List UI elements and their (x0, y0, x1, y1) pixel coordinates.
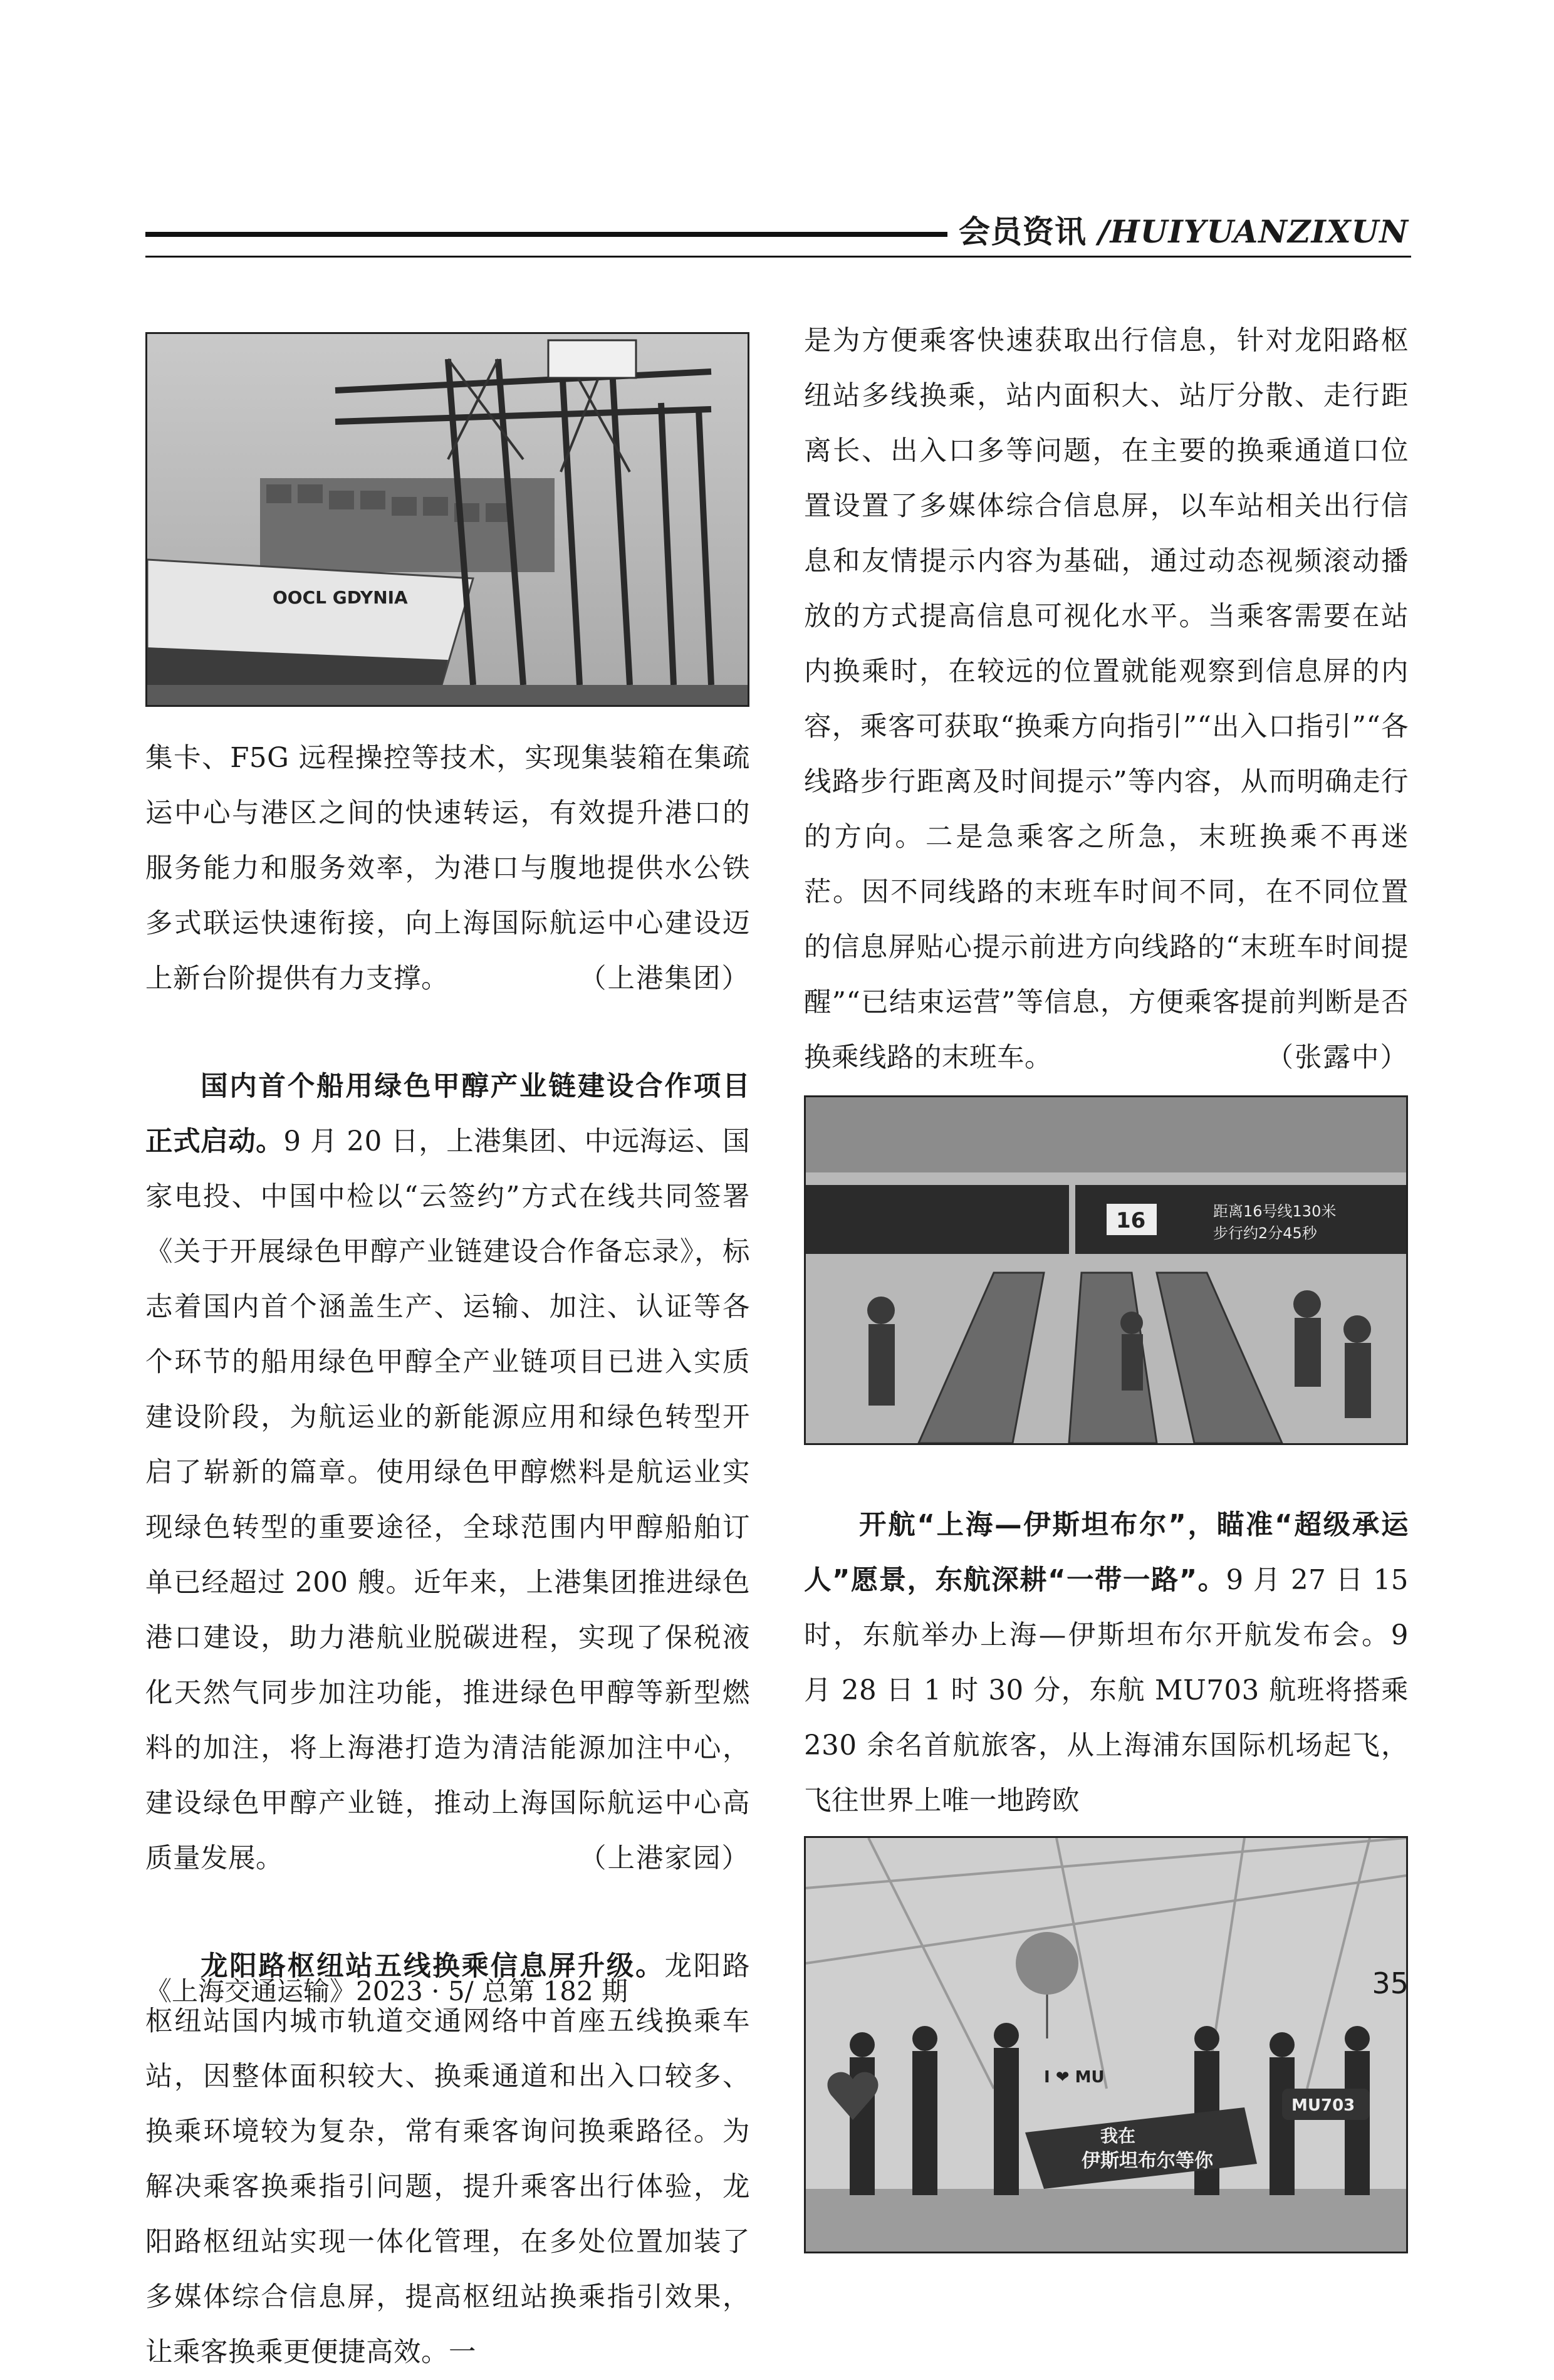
article-metro-continued-text: 是为方便乘客快速获取出行信息，针对龙阳路枢纽站多线换乘，站内面积大、站厅分散、走行距离长、出入口多等问题，在主要的换乘通道口位置设置了多媒体综合信息屏，以车站相关出行信息和友情提示内容为基础，通过动态视频滚动播放的方式提高信息可视化水平。当乘客需要在站内换乘时，在较远的位置就能观察到信息屏的内容，乘客可获取“换乘方向指引”“出入口指引”“各线路步行距离及时间提示”等内容，从而明确走行的方向。二是急乘客之所急，末班换乘不再迷茫。因不同线路的末班车时间不同，在不同位置的信息屏贴心提示前进方向线路的“末班车时间提醒”“已结束运营”等信息，方便乘客提前判断是否换乘线路的末班车。 (804, 325, 1409, 1073)
airline-photo (804, 1836, 1408, 2253)
article-metro-text: 龙阳路枢纽站国内城市轨道交通网络中首座五线换乘车站，因整体面积较大、换乘通道和出入口较多、换乘环境较为复杂，常有乘客询问换乘路径。为解决乘客换乘指引问题，提升乘客出行体验，龙阳路枢纽站实现一体化管理，在多处位置加装了多媒体综合信息屏，提高枢纽站换乘指引效果，让乘客换乘更便捷高效。一 (145, 1951, 751, 2368)
ship-name: OOCL GDYNIA (273, 587, 408, 608)
header-rule-thick (145, 232, 979, 237)
article-methanol-headline: 国内首个船用绿色甲醇产业链建设合作项目正式启动。 (145, 1071, 750, 1157)
header-rule-thin (145, 256, 1411, 258)
metro-photo (804, 1095, 1408, 1445)
article-metro-continued (804, 313, 1409, 1085)
section-title (947, 207, 1409, 252)
article-metro-headline: 龙阳路枢纽站五线换乘信息屏升级。 (201, 1951, 665, 1982)
article-airline-text: 9 月 27 日 15 时，东航举办上海—伊斯坦布尔开航发布会。9 月 28 日 1 时 30 分，东航 MU703 航班将搭乘 230 余名首航旅客，从上海浦东国际机场起飞，飞往世界上唯一地跨欧 (804, 1565, 1409, 1817)
airline-prop-flight: MU703 (1291, 2096, 1355, 2115)
metro-sign-distance: 距离16号线130米 (1213, 1203, 1337, 1220)
port-photo (145, 332, 749, 707)
source-2: （上港家园） (579, 1843, 750, 1874)
left-column (145, 332, 750, 2380)
port-illustration (147, 334, 748, 705)
airline-illustration (806, 1838, 1406, 2252)
metro-illustration (806, 1097, 1406, 1443)
article-methanol-text: 9 月 20 日，上港集团、中远海运、国家电投、中国中检以“云签约”方式在线共同签署《关于开展绿色甲醇产业链建设合作备忘录》，标志着国内首个涵盖生产、运输、加注、认证等各个环节的船用绿色甲醇全产业链项目已进入实质建设阶段，为航运业的新能源应用和绿色转型开启了崭新的篇章。使用绿色甲醇燃料是航运业实现绿色转型的重要途径，全球范围内甲醇船舶订单已经超过 200 艘。近年来，上港集团推进绿色港口建设，助力港航业脱碳进程，实现了保税液化天然气同步加注功能，推进绿色甲醇等新型燃料的加注，将上海港打造为清洁能源加注中心，建设绿色甲醇产业链，推动上海国际航运中心高质量发展。 (145, 1126, 750, 1874)
article-airline (804, 1498, 1409, 1829)
metro-sign-time: 步行约2分45秒 (1213, 1224, 1317, 1242)
right-column (804, 313, 1409, 2253)
source-3: （张露中） (1266, 1042, 1409, 1073)
article-port-text: 集卡、F5G 远程操控等技术，实现集装箱在集疏运中心与港区之间的快速转运，有效提升港口的服务能力和服务效率，为港口与腹地提供水公铁多式联运快速衔接，向上海国际航运中心建设迈上新台阶提供有力支撑。 (145, 743, 750, 994)
article-airline-headline: 开航“上海—伊斯坦布尔”，瞄准“超级承运人”愿景，东航深耕“一带一路”。 (804, 1510, 1409, 1596)
section-title-cn: 会员资讯 (958, 213, 1087, 250)
airline-board-line1: 我在 (1100, 2126, 1136, 2146)
section-title-en: /HUIYUANZIXUN (1098, 213, 1409, 250)
page-number: 35 (1372, 1966, 1409, 2000)
article-methanol (145, 1059, 750, 1886)
article-port-end (145, 731, 750, 1006)
source-1: （上港集团） (579, 963, 750, 994)
metro-sign-line: 16 (1116, 1208, 1146, 1233)
airline-board-line2: 伊斯坦布尔等你 (1082, 2150, 1213, 2172)
airline-prop-heart: I ❤ MU (1044, 2068, 1105, 2087)
journal-footer: 《上海交通运输》2023 · 5/ 总第 182 期 (145, 1976, 628, 2007)
